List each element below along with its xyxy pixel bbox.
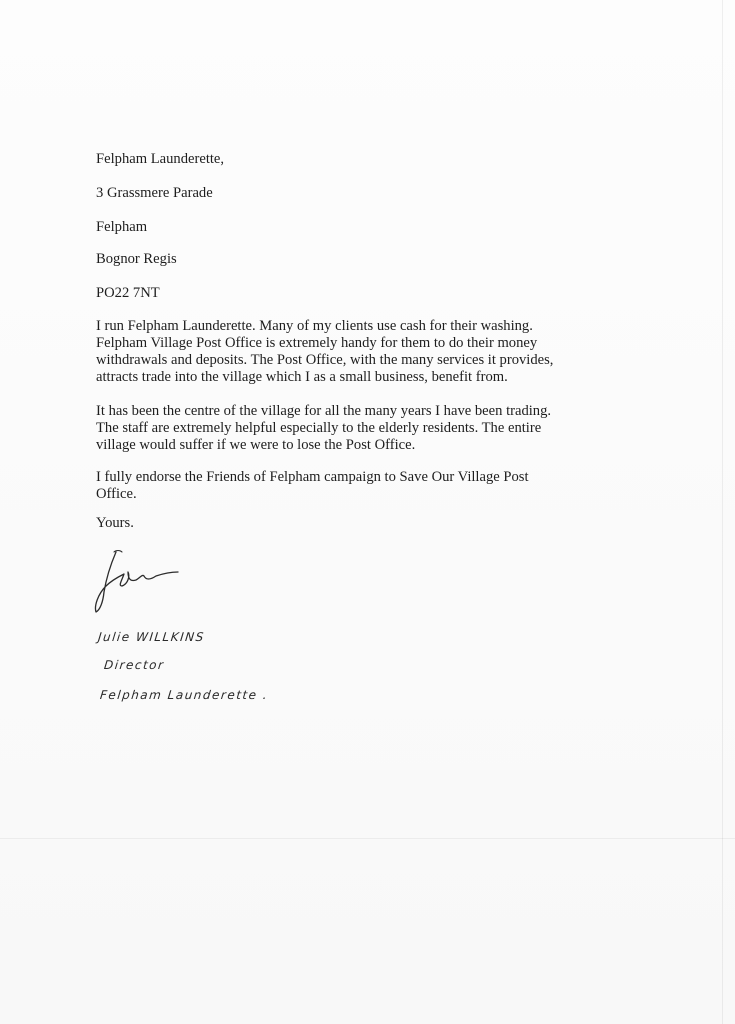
sender-name: Felpham Launderette, [96,151,225,167]
address-village: Felpham [96,219,148,235]
address-town: Bognor Regis [96,251,177,267]
signatory-name: Julie WILLKINS [97,630,206,644]
paragraph-line: It has been the centre of the village for all the many years I have been trading. [96,403,552,419]
signatory-title: Director [103,658,166,672]
paragraph-1 [96,318,616,386]
paragraph-line: withdrawals and deposits. The Post Office, with the many services it provides, [96,352,554,368]
paper-edge [722,0,723,1024]
paragraph-line: village would suffer if we were to lose the Post Office. [96,437,416,453]
signatory-company: Felpham Launderette . [99,688,269,702]
paragraph-line: I run Felpham Launderette. Many of my clients use cash for their washing. [96,318,533,334]
address-postcode: PO22 7NT [96,285,160,301]
paragraph-line: The staff are extremely helpful especially to the elderly residents. The entire [96,420,542,436]
paragraph-line: Felpham Village Post Office is extremely handy for them to do their money [96,335,538,351]
handwritten-signature [94,546,184,616]
paragraph-line: attracts trade into the village which I as a small business, benefit from. [96,369,508,385]
paragraph-2 [96,403,616,454]
closing-salutation: Yours. [96,515,134,531]
address-street: 3 Grassmere Parade [96,185,213,201]
paragraph-line: I fully endorse the Friends of Felpham campaign to Save Our Village Post [96,469,529,485]
paper-fold [0,838,735,839]
paragraph-line: Office. [96,486,137,502]
paragraph-3 [96,469,616,503]
